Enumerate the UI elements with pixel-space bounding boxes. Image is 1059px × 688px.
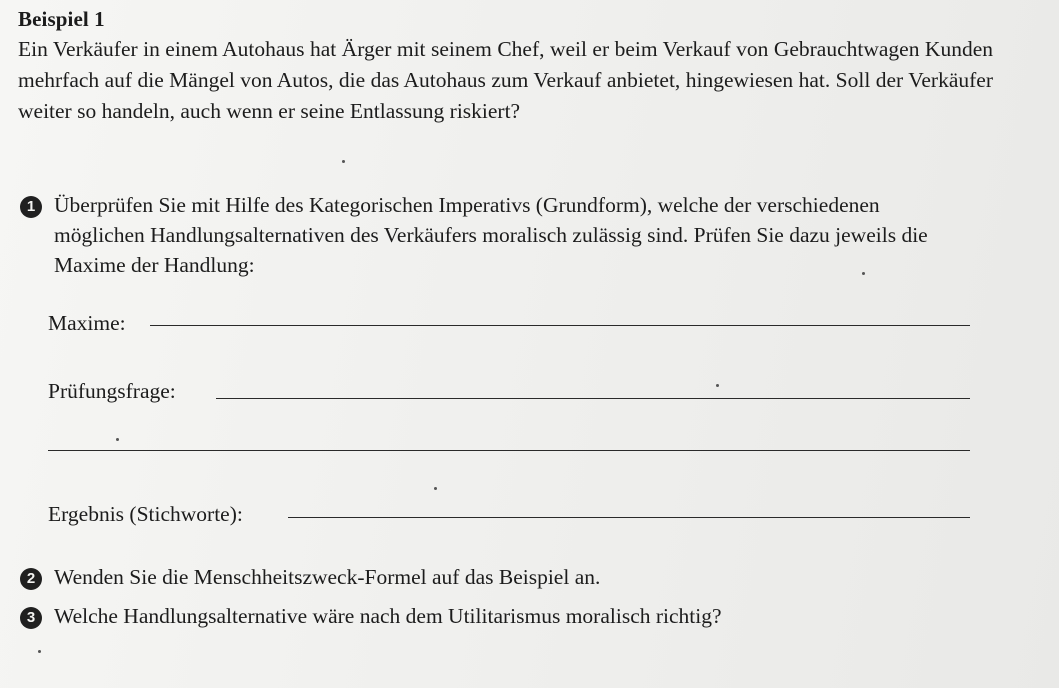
task-3-text: Welche Handlungsalternative wäre nach dem Utilitarismus moralisch richtig?	[54, 604, 722, 628]
maxime-label: Maxime:	[48, 311, 126, 335]
task-1-number-badge: 1	[20, 196, 42, 218]
task-3	[20, 601, 722, 631]
paper-speck	[716, 384, 719, 387]
paper-speck	[116, 438, 119, 441]
paper-speck	[38, 650, 41, 653]
ergebnis-answer-line[interactable]	[288, 517, 970, 518]
pruefungsfrage-second-answer-line[interactable]	[48, 450, 970, 451]
pruefungsfrage-label: Prüfungsfrage:	[48, 379, 176, 403]
task-1-text: Überprüfen Sie mit Hilfe des Kategorischen Imperativs (Grundform), welche der verschiedenen möglichen Handlungsalternativen des Verkäufers moralisch zulässig sind. Prüfen Sie dazu jeweils die Maxime der Handlung:	[54, 193, 928, 277]
task-1	[20, 190, 1000, 280]
task-2-text: Wenden Sie die Menschheitszweck-Formel auf das Beispiel an.	[54, 565, 601, 589]
pruefungsfrage-answer-line[interactable]	[216, 398, 970, 399]
paper-speck	[342, 160, 345, 163]
scenario-text: Ein Verkäufer in einem Autohaus hat Ärger mit seinem Chef, weil er beim Verkauf von Gebrauchtwagen Kunden mehrfach auf die Mängel von Autos, die das Autohaus zum Verkauf anbietet, hingewiesen hat. Soll der Verkäufer weiter so handeln, auch wenn er seine Entlassung riskiert?	[18, 37, 993, 123]
ergebnis-label: Ergebnis (Stichworte):	[48, 502, 243, 526]
task-2-number-badge: 2	[20, 568, 42, 590]
maxime-answer-line[interactable]	[150, 325, 970, 326]
task-3-number-badge: 3	[20, 607, 42, 629]
paper-speck	[862, 272, 865, 275]
paper-speck	[434, 487, 437, 490]
task-2	[20, 562, 600, 592]
example-heading: Beispiel 1	[18, 7, 105, 31]
